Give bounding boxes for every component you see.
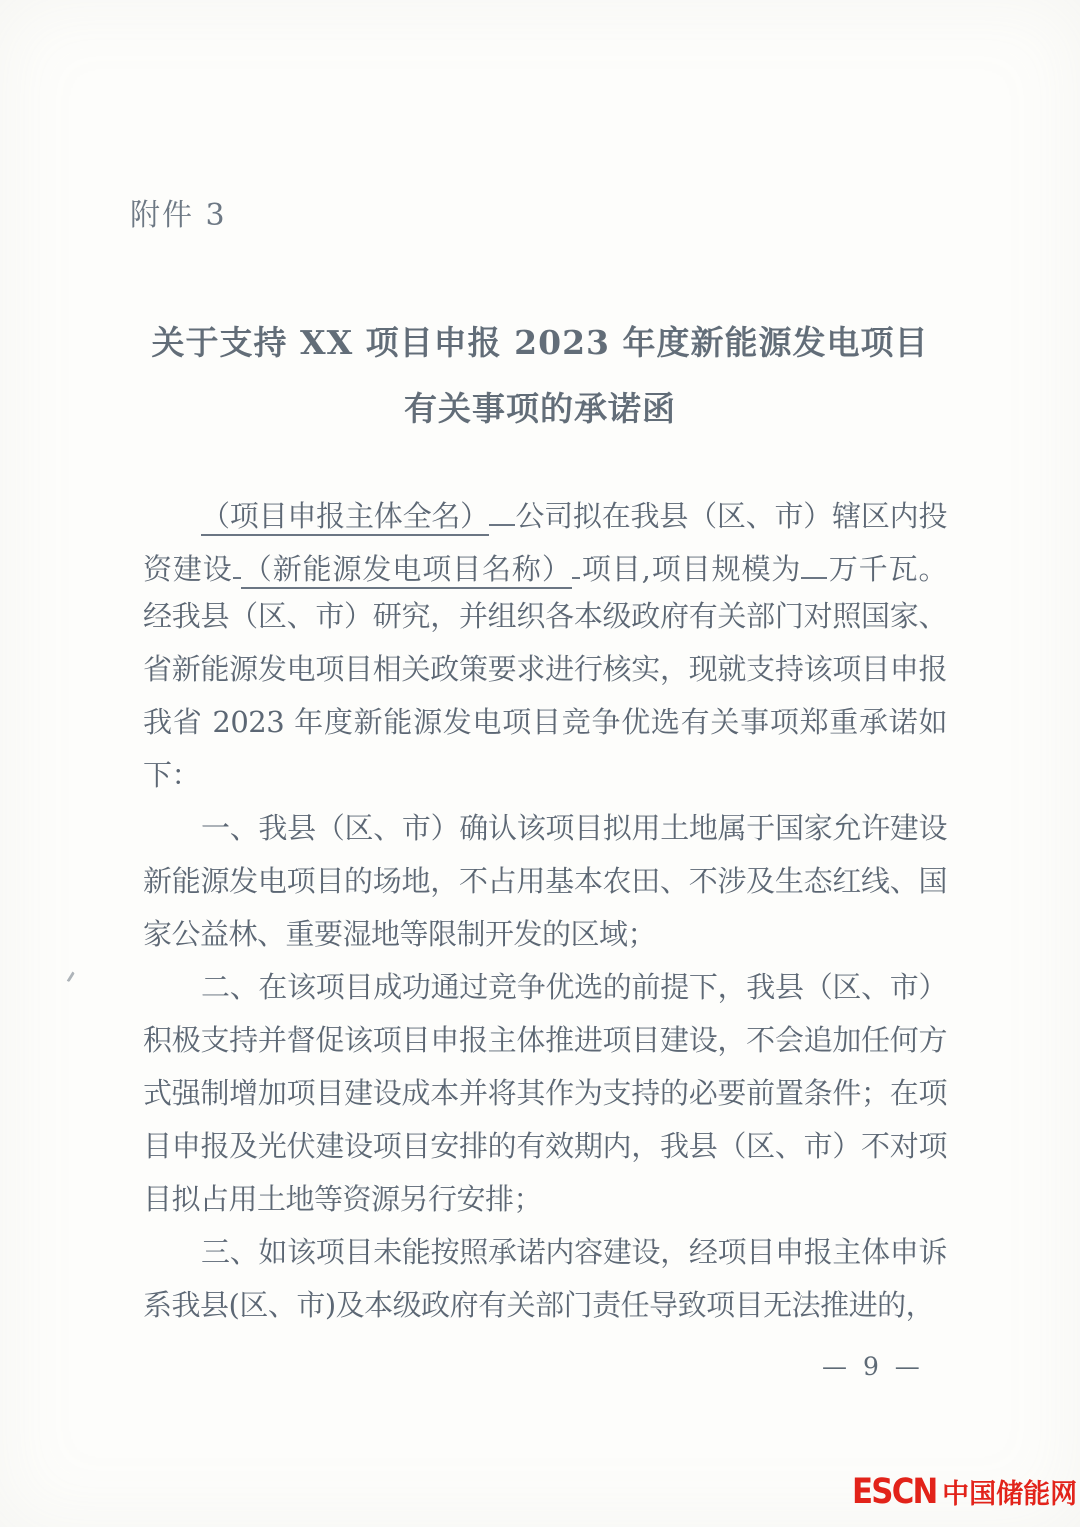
logo-latin-text: ESCN <box>852 1472 937 1512</box>
body-line <box>143 908 947 961</box>
body-text: 三、如该项目未能按照承诺内容建设，经项目申报主体申诉 <box>201 1235 947 1269</box>
body-line <box>143 1173 947 1226</box>
body-line <box>143 1014 947 1067</box>
attachment-label: 附件 3 <box>130 198 227 233</box>
body-text: 式强制增加项目建设成本并将其作为支持的必要前置条件；在项 <box>143 1076 947 1110</box>
body-text: 系我县(区、市)及本级政府有关部门责任导致项目无法推进的， <box>143 1288 935 1322</box>
body-text: 公司拟在我县（区、市）辖区内投 <box>515 499 947 533</box>
body-line <box>143 961 947 1014</box>
body-line <box>143 855 947 908</box>
scan-speck-artifact <box>59 967 75 983</box>
body-line <box>143 590 947 643</box>
body-line <box>143 484 947 537</box>
body-text: 二、在该项目成功通过竞争优选的前提下，我县（区、市） <box>201 970 947 1004</box>
document-title <box>0 310 1080 442</box>
body-text: 积极支持并督促该项目申报主体推进项目建设，不会追加任何方 <box>143 1023 947 1057</box>
body-text: 家公益林、重要湿地等限制开发的区域； <box>143 917 657 951</box>
body-text: 新能源发电项目的场地，不占用基本农田、不涉及生态红线、国 <box>143 864 947 898</box>
title-line-1: 关于支持 XX 项目申报 2023 年度新能源发电项目 <box>151 323 929 362</box>
body-text: 目拟占用土地等资源另行安排； <box>143 1182 543 1216</box>
body-line <box>143 696 947 749</box>
title-line-2: 有关事项的承诺函 <box>404 389 676 428</box>
body-line <box>143 643 947 696</box>
body-text: 万千瓦。 <box>827 552 947 586</box>
escn-watermark-logo <box>852 1472 1077 1512</box>
underlined-placeholder-text: （新能源发电项目名称） <box>241 552 571 589</box>
body-text: 我省 2023 年度新能源发电项目竞争优选有关事项郑重承诺如 <box>143 705 947 739</box>
body-line <box>143 1279 947 1332</box>
body-text: 经我县（区、市）研究，并组织各本级政府有关部门对照国家、 <box>143 599 947 633</box>
body-line <box>143 1067 947 1120</box>
body-text: 一、我县（区、市）确认该项目拟用土地属于国家允许建设 <box>201 811 947 845</box>
fill-in-blank-underline <box>801 537 827 579</box>
body-text: 省新能源发电项目相关政策要求进行核实，现就支持该项目申报 <box>143 652 947 686</box>
body-line <box>143 802 947 855</box>
body-text: 下： <box>143 758 201 792</box>
body-text: 目申报及光伏建设项目安排的有效期内，我县（区、市）不对项 <box>143 1129 947 1163</box>
logo-chinese-text: 中国储能网 <box>942 1479 1078 1510</box>
document-body <box>143 484 947 1332</box>
body-line <box>143 1226 947 1279</box>
page-number: — 9 — <box>822 1352 924 1381</box>
body-text: 项目,项目规模为 <box>580 552 802 586</box>
body-text: 资建设 <box>143 552 233 586</box>
fill-in-blank-underline <box>489 484 515 526</box>
body-line <box>143 749 947 802</box>
body-line <box>143 537 947 590</box>
underlined-placeholder-text: （项目申报主体全名） <box>201 499 489 536</box>
body-line <box>143 1120 947 1173</box>
